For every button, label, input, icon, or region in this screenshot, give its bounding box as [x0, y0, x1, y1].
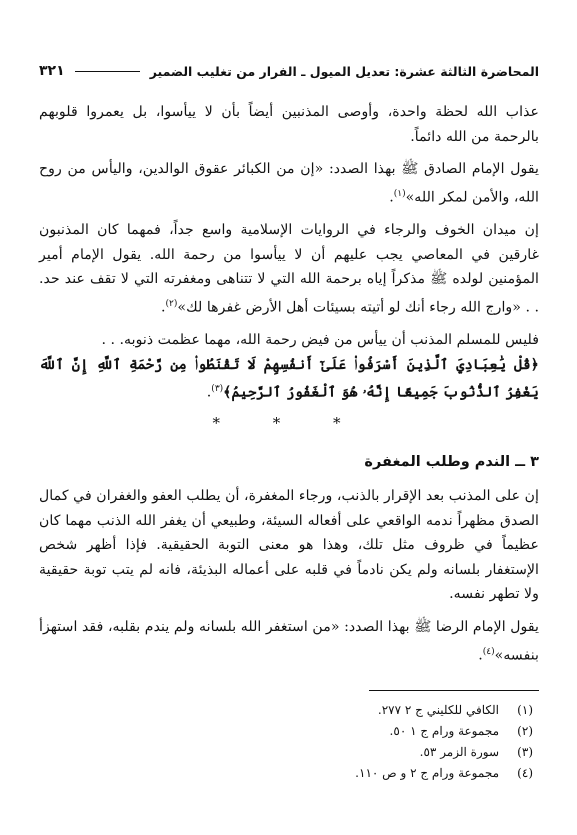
- footnote-mark: (١): [517, 703, 533, 717]
- footnote: [233, 763, 533, 784]
- quran-verse: ﴿قُلْ يَٰعِبَادِيَ ٱلَّذِينَ أَسْرَفُوا۟ عَلَىٰٓ أَنفُسِهِمْ لَا تَقْنَطُوا۟ مِن رَّحْمَةِ ٱللَّهِ إِنَّ ٱللَّهَ يَغْفِرُ ٱلذُّنُوبَ جَمِيعًا إِنَّهُۥ هُوَ ٱلْغَفُورُ ٱلرَّحِيمُ﴾: [39, 356, 539, 402]
- paragraph-text: إن على المذنب بعد الإقرار بالذنب، ورجاء المغفرة، أن يطلب العفو والغفران في كمال الصدق مظهراً ندمه الواقعي على أفعاله السيئة، وطبيعي أن يغفر الله الذنب مهما كان عظيماً في ظروف مثل تلك، وهذا هو معنى التوبة الحقيقية. فإذا أظهر شخص الإستغفار بلسانه ولم يكن نادماً في قلبه على أعماله البذيئة، فانه لم يتب توبة حقيقية ولا تطهر نفسه.: [39, 488, 539, 603]
- body-text: [39, 100, 539, 414]
- paragraph: يقول الإمام الرضا ﷺ بهذا الصدد: «من استغفر الله بلسانه ولم يندم بقلبه، فقد استهزأ بنفسه»$^{(٤)}$.: [39, 618, 539, 664]
- paragraph: إن ميدان الخوف والرجاء في الروايات الإسلامية واسع جداً، فمهما كان المذنبون غارقين في المعاصي يجب عليهم أن لا ييأسوا من رحمة الله. يقول الإمام أمير المؤمنين لولده ﷺ مذكراً إياه برحمة الله التي لا تتناهى ومغفرته التي لا تقف عند حد. . . «وارج الله رجاء أنك لو أتيته بسيئات أهل الأرض غفرها لك»$^{(٢)}$.: [39, 222, 539, 316]
- footnotes: [233, 700, 533, 784]
- section-title: ٣ ــ الندم وطلب المغفرة: [364, 454, 539, 470]
- paragraph: [39, 100, 539, 149]
- paragraph: فليس للمسلم المذنب أن ييأس من فيض رحمة الله، مهما عظمت ذنوبه. . . ﴿قُلْ يَٰعِبَادِيَ ٱلَّذِينَ أَسْرَفُوا۟ عَلَىٰٓ أَنفُسِهِمْ لَا تَقْنَطُوا۟ مِن رَّحْمَةِ ٱللَّهِ إِنَّ ٱللَّهَ يَغْفِرُ ٱلذُّنُوبَ جَمِيعًا إِنَّهُۥ هُوَ ٱلْغَفُورُ ٱلرَّحِيمُ﴾$^{(٣)}$.: [39, 332, 539, 402]
- footnote-ref: (٢): [165, 298, 178, 309]
- paragraph-text: فليس للمسلم المذنب أن ييأس من فيض رحمة الله، مهما عظمت ذنوبه. . .: [101, 332, 539, 349]
- footnote-text: الكافي للكليني ج ٢ ٢٧٧.: [377, 703, 499, 717]
- footnote-mark: (٣): [517, 745, 533, 759]
- paragraph-text: إن ميدان الخوف والرجاء في الروايات الإسلامية واسع جداً، فمهما كان المذنبون غارقين في المعاصي يجب عليهم أن لا ييأسوا من رحمة الله. يقول الإمام أمير المؤمنين لولده ﷺ مذكراً إياه برحمة الله التي لا تتناهى ومغفرته التي لا تقف عند حد. . . «وارج الله رجاء أنك لو أتيته بسيئات أهل الأرض غفرها لك»: [39, 222, 539, 316]
- footnote-ref: (٤): [482, 646, 495, 657]
- paragraph-text: يقول الإمام الصادق ﷺ بهذا الصدد: «إن من الكبائر عقوق الوالدين، واليأس من روح الله، والأمن لمكر الله»: [39, 161, 539, 206]
- footnote: [233, 721, 533, 742]
- footnote: [233, 742, 533, 763]
- footnote-rule: [369, 690, 539, 691]
- section-separator: * * *: [212, 414, 365, 432]
- page-number: ٣٢١: [39, 63, 65, 79]
- header-rule: [75, 71, 140, 72]
- footnote-ref: (١): [393, 188, 406, 199]
- footnote-mark: (٢): [517, 724, 533, 738]
- body-text-2: [39, 484, 539, 676]
- header-title: المحاضرة الثالثة عشرة: تعديل الميول ـ الفرار من تغليب الضمير: [149, 63, 539, 79]
- paragraph: يقول الإمام الصادق ﷺ بهذا الصدد: «إن من الكبائر عقوق الوالدين، واليأس من روح الله، والأمن لمكر الله»$^{(١)}$.: [39, 161, 539, 206]
- footnote-text: مجموعة ورام ج ١ ٥٠.: [389, 724, 499, 738]
- footnote-ref: (٣): [211, 384, 224, 395]
- paragraph-text: عذاب الله لحظة واحدة، وأوصى المذنبين أيضاً بأن لا ييأسوا، بل يعمروا قلوبهم بالرحمة من الله دائماً.: [39, 104, 539, 145]
- footnote-text: مجموعة ورام ج ٢ و ص ١١٠.: [355, 766, 499, 780]
- footnote-mark: (٤): [517, 766, 533, 780]
- footnote: [233, 700, 533, 721]
- paragraph: [39, 484, 539, 607]
- footnote-text: سورة الزمر ٥٣.: [419, 745, 499, 759]
- paragraph-text: يقول الإمام الرضا ﷺ بهذا الصدد: «من استغفر الله بلسانه ولم يندم بقلبه، فقد استهزأ بنفسه»: [39, 618, 539, 664]
- running-header: [39, 58, 539, 84]
